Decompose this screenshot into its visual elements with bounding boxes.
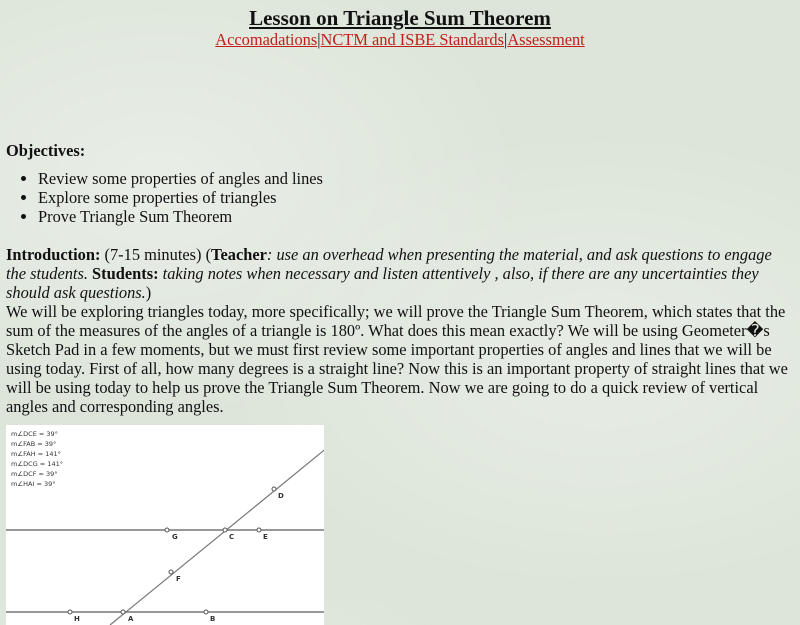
point-label-c: C — [229, 533, 235, 541]
measurement: m∠DCF = 39° — [11, 470, 58, 478]
measurement: m∠DCG = 141° — [11, 460, 63, 468]
teacher-text: : use an overhead when presenting the material, and ask questions to engage the students. — [6, 245, 772, 283]
measurement: m∠HAI = 39° — [11, 480, 56, 488]
link-standards[interactable]: NCTM and ISBE Standards — [320, 30, 505, 49]
intro-body: We will be exploring triangles today, more specifically; we will prove the Triangle Sum Theorem, which states that the sum of the measures of the angles of a triangle is 180º. What does this mean exactly? We will be using Geometer�s Sketch Pad in a few moments, but we must first review some important properties of angles and lines that we will be using today. First of all, how many degrees is a straight line? Now this is an important property of straight lines that we will be using today to help us prove the Triangle Sum Theorem. Now we are going to do a quick review of vertical angles and corresponding angles. — [6, 302, 788, 416]
introduction — [6, 245, 794, 416]
point-label-h: H — [74, 615, 80, 623]
link-assessment[interactable]: Assessment — [507, 30, 585, 49]
teacher-label: Teacher — [211, 245, 267, 264]
point-label-a: A — [128, 615, 134, 623]
point-label-f: F — [176, 575, 181, 583]
objectives-list — [6, 169, 794, 226]
nav-separator: | — [504, 30, 508, 49]
measurement: m∠DCE = 39° — [11, 430, 58, 438]
intro-duration: (7-15 minutes) ( — [100, 245, 212, 264]
measurement: m∠FAB = 39° — [11, 440, 57, 448]
intro-label: Introduction: — [6, 245, 101, 264]
list-item: • Prove Triangle Sum Theorem — [38, 207, 794, 226]
point-label-e: E — [263, 533, 268, 541]
nav-separator: | — [317, 30, 321, 49]
point-label-d: D — [278, 492, 284, 500]
intro-close: ) — [145, 283, 152, 302]
list-item: • Explore some properties of triangles — [38, 188, 794, 207]
link-accommodations[interactable]: Accomadations — [215, 30, 318, 49]
list-item: • Review some properties of angles and lines — [38, 169, 794, 188]
point-label-b: B — [210, 615, 216, 623]
angle-measurements — [11, 429, 63, 489]
geometry-figure — [6, 425, 324, 625]
point-label-g: G — [172, 533, 178, 541]
page-title: Lesson on Triangle Sum Theorem — [249, 6, 551, 30]
measurement: m∠FAH = 141° — [11, 450, 61, 458]
students-text: taking notes when necessary and listen attentively , also, if there are any uncertainties they should ask questions. — [6, 264, 759, 302]
objectives-heading: Objectives: — [6, 141, 86, 160]
students-label: Students: — [87, 264, 159, 283]
nav-links — [6, 30, 794, 49]
